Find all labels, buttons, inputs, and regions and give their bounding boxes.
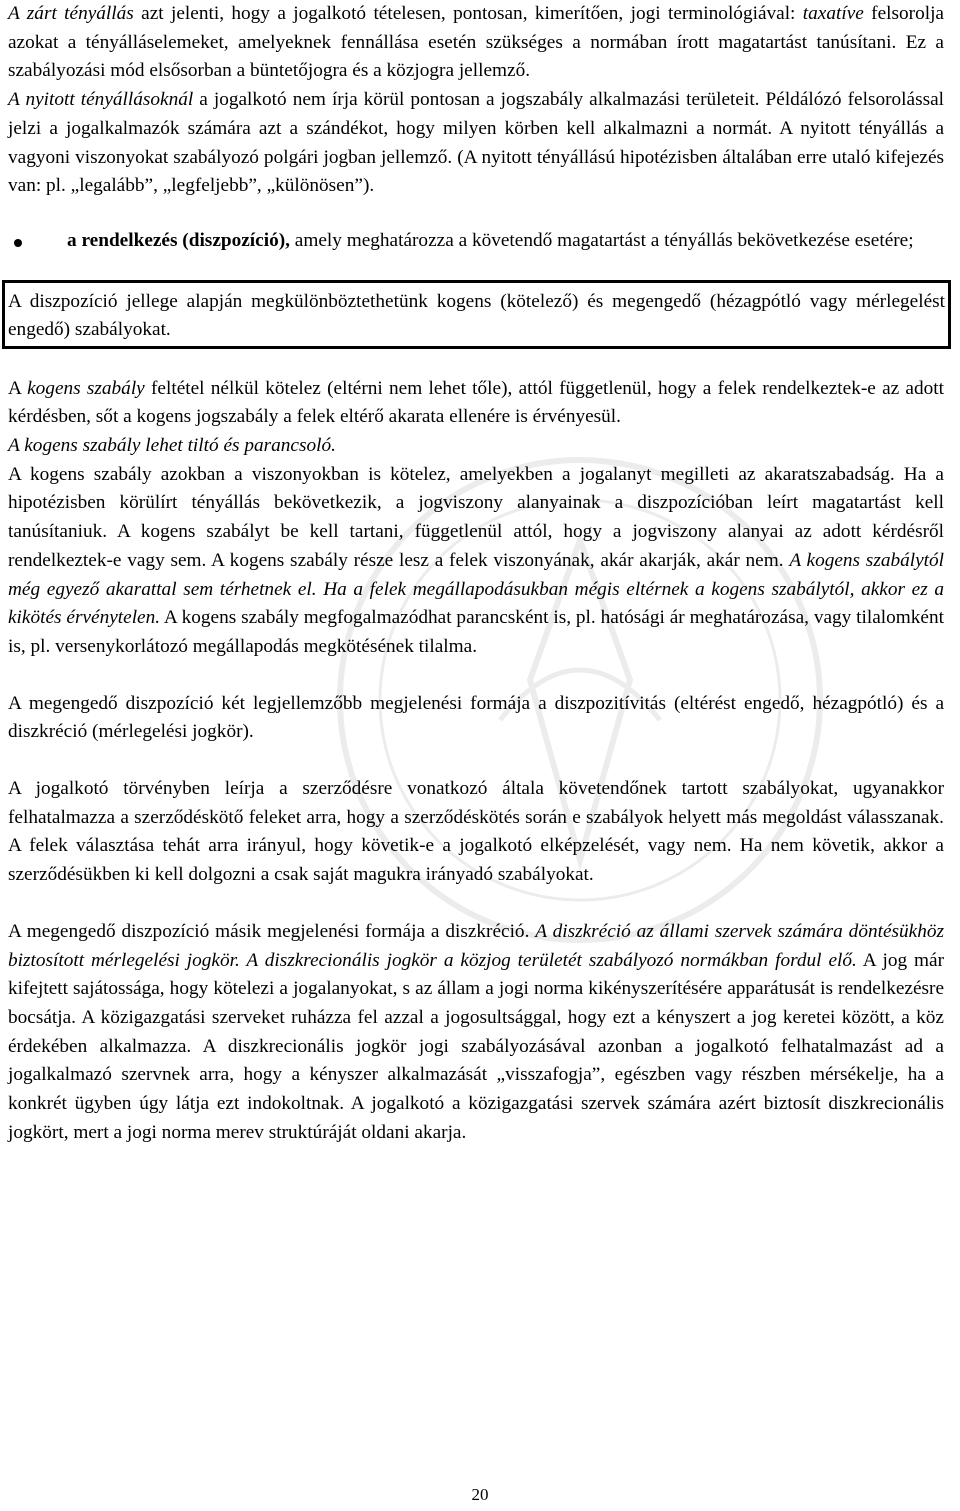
boxed-note	[2, 280, 951, 349]
text-run: A diszpozíció jellege alapján megkülönböztethetünk kogens (kötelező) és megengedő (hézagpótló vagy mérlegelést engedő) szabályokat.	[8, 290, 945, 341]
text-run: a jogalkotó nem írja körül pontosan a jogszabály alkalmazási területeit. Példálózó felsorolással jelzi a jogalkalmazók számára azt a szándékot, hogy milyen körben kell alkalmazni a normát. A nyitott tényállás a vagyoni viszonyokat szabályozó polgári jogban jellemző. (A nyitott tényállású hipotézisben általában erre utaló kifejezés van: pl. „legalább”, „legfeljebb”, „különösen”).	[8, 89, 944, 197]
paragraph-cogent-rule	[8, 375, 944, 432]
text-run: A jog már kifejtett sajátossága, hogy kötelezi a jogalanyokat, s az állam a jogi norma kikényszerítésére apparátusát is rendelkezésre bocsátja. A közigazgatási szerveket ruházza fel azzal a jogosultsággal, hogy ezt a kényszert a jog keretei között, a köz érdekében alkalmazza. A diszkrecionális jogkör jogi szabályozásával azonban a jogalkotó felhatalmazást ad a jogalkalmazó szervnek arra, hogy a kényszer alkalmazását „visszafogja”, egészben vagy részben mérsékelje, ha a konkrét ügyben úgy látja ezt indokoltnak. A jogalkotó a közigazgatási szervek számára azért biztosít diszkrecionális jogkört, mert a jogi norma merev struktúráját oldani akarja.	[8, 949, 945, 1143]
paragraph-closed-facts	[8, 0, 944, 86]
text-run: A	[8, 377, 28, 399]
page-number: 20	[471, 1485, 489, 1504]
paragraph-discretion	[8, 918, 944, 1148]
paragraph-cogent-details	[8, 461, 944, 662]
text-run: A megengedő diszpozíció két legjellemzőbb megjelenési formája a diszpozitívitás (eltérést engedő, hézagpótló) és a diszkréció (mérlegelési jogkör).	[8, 692, 944, 743]
text-run: A jogalkotó törvényben leírja a szerződésre vonatkozó általa követendőnek tartott szabályokat, ugyanakkor felhatalmazza a szerződéskötő feleket arra, hogy a szerződéskötés során e szabályok helyett más megoldást válasszanak. A felek választása tehát arra irányul, hogy követik-e a jogalkotó elképzelését, vagy nem. Ha nem követik, akkor a szerződésükben ki kell dolgozni a csak saját magukra irányadó szabályokat.	[8, 778, 944, 886]
text-run: A diszkréció az állami szervek számára döntésükhöz biztosított mérlegelési jogkör. A diszkrecionális jogkör a közjog területét szabályozó normákban fordul elő.	[8, 920, 944, 971]
text-run: kogens szabály	[27, 377, 145, 399]
document-page	[8, 0, 944, 1148]
paragraph-legislator	[8, 775, 944, 890]
text-run: a rendelkezés (diszpozíció),	[67, 229, 290, 251]
paragraph-open-facts	[8, 86, 944, 201]
bullet-disposition	[8, 227, 944, 256]
text-run: taxatíve	[802, 3, 864, 24]
text-run: A kogens szabály azokban a viszonyokban is kötelez, amelyekben a jogalanyt megilleti az akaratszabadság. Ha a hipotézisben körülírt tényállás bekövetkezik, a jogviszony alanyainak a diszpozícióban leírt magatartást kell tanúsítaniuk. A kogens szabályt be kell tartani, függetlenül attól, hogy a jogviszony alanyai az adott kérdésről rendelkeztek-e vagy sem. A kogens szabály része lesz a felek viszonyának, akár akarják, akár nem.	[8, 463, 944, 571]
text-run: A kogens szabálytól még egyező akarattal sem térhetnek el. Ha a felek megállapodásukban mégis eltérnek a kogens szabálytól, akkor ez a kikötés érvénytelen.	[8, 549, 945, 629]
text-run: A kogens szabály megfogalmazódhat parancsként is, pl. hatósági ár meghatározása, vagy tilalomként is, pl. versenykorlátozó megállapodás megkötésének tilalma.	[8, 607, 944, 657]
text-run: felsorolja azokat a tényálláselemeket, amelyeknek fennállása esetén szükséges a normában írott magatartást tanúsítani. Ez a szabályozási mód elsősorban a büntetőjogra és a közjogra jellemző.	[8, 3, 944, 82]
bullet-icon	[14, 239, 22, 247]
text-run: amely meghatározza a követendő magatartást a tényállás bekövetkezése esetére;	[289, 229, 914, 251]
text-run: A kogens szabály lehet tiltó és parancsoló.	[8, 435, 336, 457]
text-run: A nyitott tényállásoknál	[8, 89, 194, 111]
paragraph-permissive	[8, 690, 944, 747]
text-run: A zárt tényállás	[8, 3, 134, 24]
boxed-note-text	[8, 288, 945, 345]
text-run: A megengedő diszpozíció másik megjelenési formája a diszkréció.	[8, 920, 536, 942]
text-run: azt jelenti, hogy a jogalkotó tételesen, pontosan, kimerítően, jogi terminológiával:	[133, 3, 803, 24]
paragraph-cogent-types	[8, 432, 944, 461]
text-run: feltétel nélkül kötelez (eltérni nem lehet tőle), attól függetlenül, hogy a felek rendelkeztek-e az adott kérdésben, sőt a kogens jogszabály a felek eltérő akarata ellenére is érvényesül.	[8, 377, 944, 428]
bullet-text	[67, 227, 944, 256]
